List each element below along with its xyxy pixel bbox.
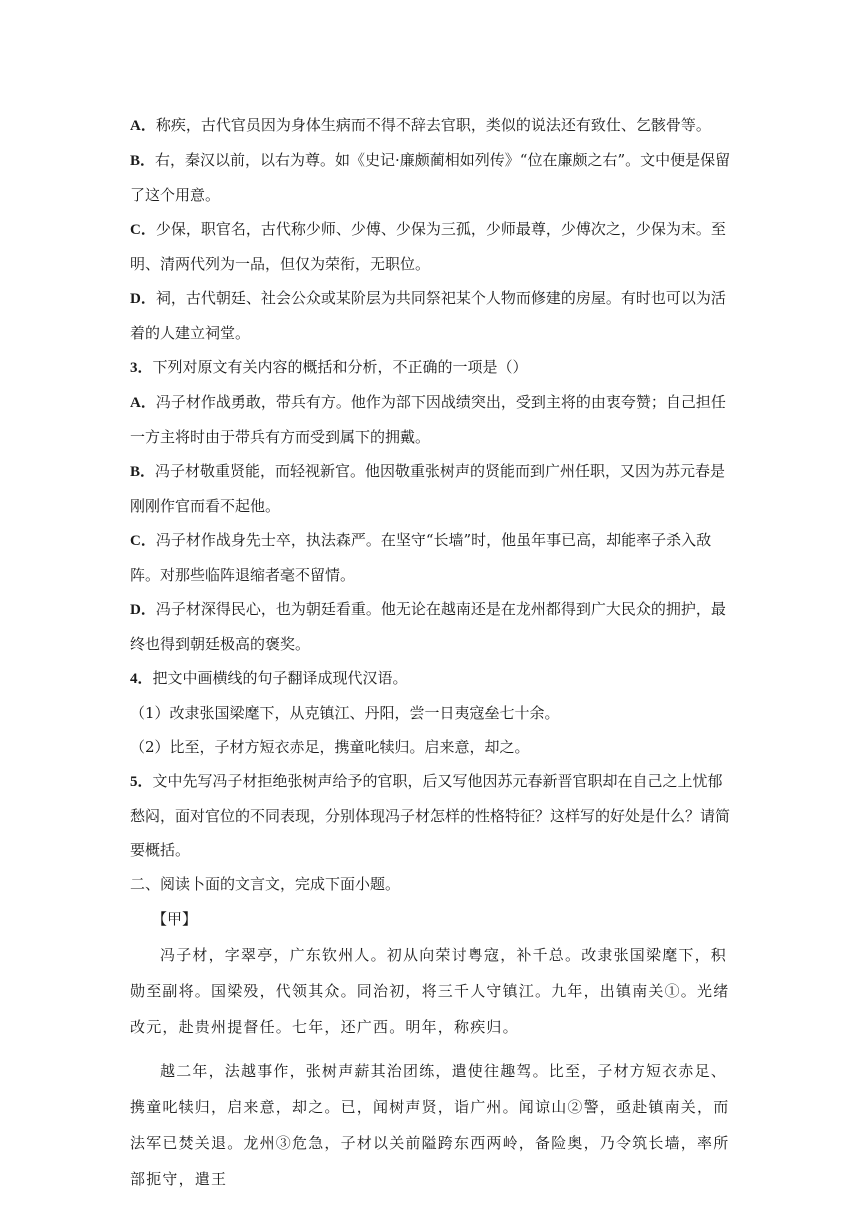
option-label: D． (130, 291, 156, 307)
q2-option-c (130, 212, 732, 281)
section-heading: 二、阅读卜面的文言文，完成下面小题。 (130, 875, 401, 893)
option-label: D． (130, 602, 156, 618)
q3-option-c (130, 523, 732, 592)
option-text: 冯子材作战身先士卒，执法森严。在坚守“长墙”时，他虽年事已高，却能率子杀入敌阵。对那些临阵退缩者毫不留情。 (130, 531, 712, 584)
option-label: B． (130, 153, 156, 169)
q3-option-a (130, 385, 732, 454)
option-text: 祠，古代朝廷、社会公众或某阶层为共同祭祀某个人物而修建的房屋。有时也可以为活着的人建立祠堂。 (130, 289, 726, 342)
q4-item-2: （2）比至，子材方短衣赤足，携童叱犊归。启来意，却之。 (130, 738, 530, 756)
classical-paragraph: 冯子材，字翠亭，广东钦州人。初从向荣讨粤寇，补千总。改隶张国梁麾下，积勋至副将。国梁殁，代领其众。同治初，将三千人守镇江。九年，出镇南关①。光绪改元，赴贵州提督任。七年，还广西。明年，称疾归。 (130, 946, 730, 1036)
question-number: 4． (130, 671, 153, 687)
question-text: 下列对原文有关内容的概括和分析，不正确的一项是（） (152, 358, 528, 376)
question-number: 3． (130, 360, 153, 376)
question-text: 把文中画横线的句子翻译成现代汉语。 (152, 669, 408, 687)
option-text: 冯子材深得民心，也为朝廷看重。他无论在越南还是在龙州都得到广大民众的拥护，最终也得到朝廷极高的褒奖。 (130, 600, 726, 653)
option-label: C． (130, 222, 156, 238)
option-text: 少保，职官名，古代称少师、少傅、少保为三孤，少师最尊，少傅次之，少保为末。至明、清两代列为一品，但仅为荣衔，无职位。 (130, 220, 726, 273)
question-5 (130, 764, 732, 867)
classical-paragraph: 越二年，法越事作，张树声薪其治团练，遣使往趣驾。比至，子材方短衣赤足、携童叱犊归，启来意，却之。已，闻树声贤，诣广州。闻谅山②警，亟赴镇南关，而法军已焚关退。龙州③危急，子材以关前隘跨东西两岭，备险奥，乃令筑长墙，率所部扼守，遣王 (130, 1062, 730, 1188)
option-label: A． (130, 118, 156, 134)
option-label: B． (130, 464, 156, 480)
option-label: A． (130, 395, 156, 411)
q3-option-d (130, 592, 732, 661)
question-text: 文中先写冯子材拒绝张树声给予的官职，后又写他因苏元春新晋官职却在自己之上忧郁愁闷，面对官位的不同表现，分别体现冯子材怎样的性格特征？这样写的好处是什么？请简要概括。 (130, 772, 731, 859)
passage-jia-title: 【甲】 (152, 910, 198, 928)
option-text: 右，秦汉以前，以右为尊。如《史记·廉颇蔺相如列传》“位在廉颇之右”。文中便是保留了这个用意。 (130, 151, 731, 204)
q2-option-b (130, 143, 732, 212)
question-3 (130, 350, 732, 385)
question-4 (130, 661, 732, 696)
q2-option-a (130, 108, 732, 143)
option-label: C． (130, 533, 156, 549)
q3-option-b (130, 454, 732, 523)
question-number: 5． (130, 774, 153, 790)
q2-option-d (130, 281, 732, 350)
option-text: 冯子材敬重贤能，而轻视新官。他因敬重张树声的贤能而到广州任职，又因为苏元春是刚刚作官而看不起他。 (130, 462, 726, 515)
q4-item-1: （1）改隶张国梁麾下，从克镇江、丹阳，尝一日夷寇垒七十余。 (130, 704, 560, 722)
option-text: 冯子材作战勇敢，带兵有方。他作为部下因战绩突出，受到主将的由衷夸赞；自己担任一方主将时由于带兵有方而受到属下的拥戴。 (130, 393, 726, 446)
document-body (130, 108, 732, 1197)
option-text: 称疾，古代官员因为身体生病而不得不辞去官职，类似的说法还有致仕、乞骸骨等。 (155, 116, 711, 134)
